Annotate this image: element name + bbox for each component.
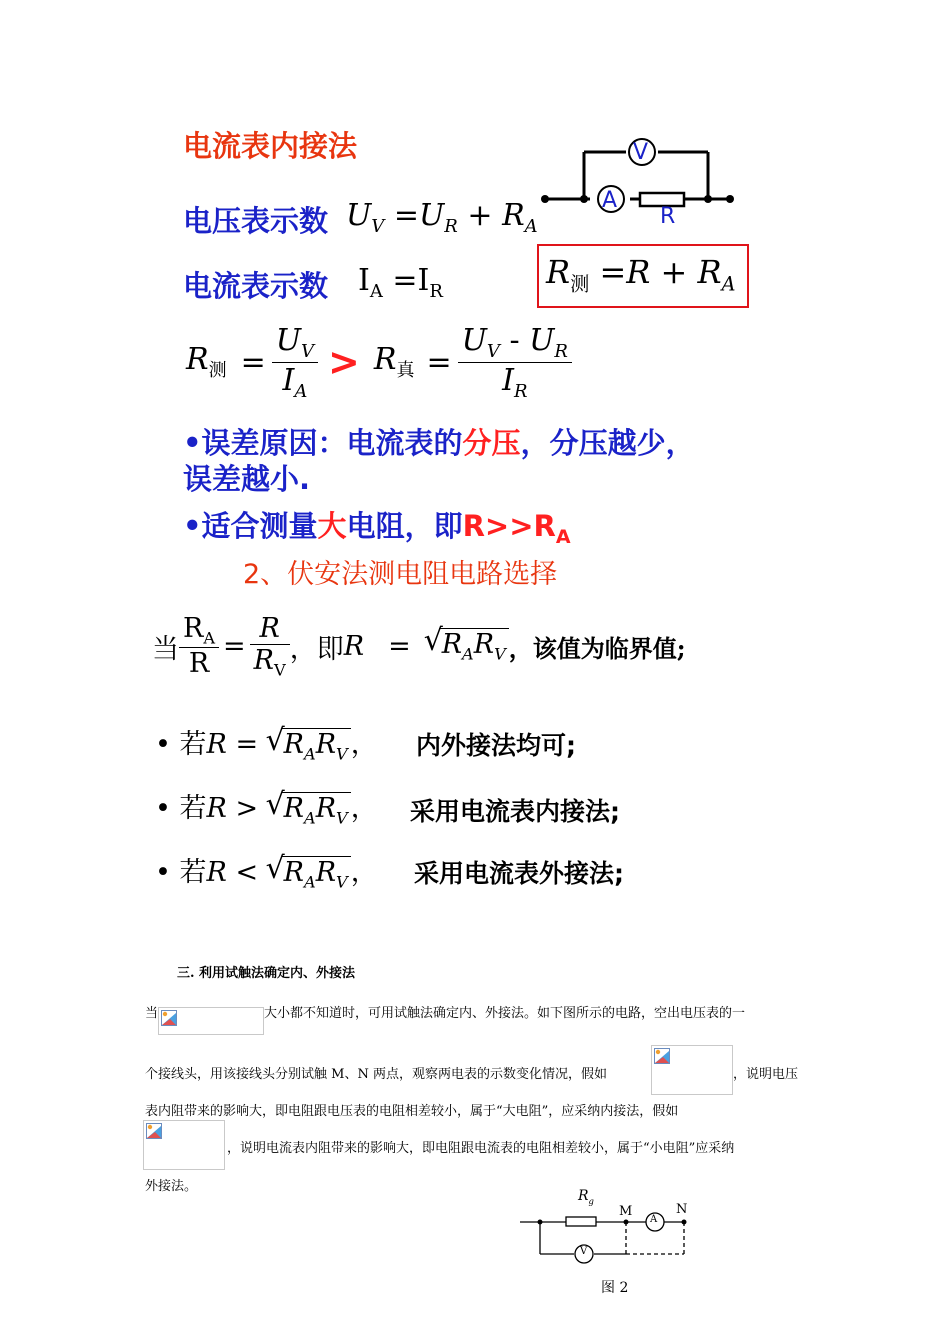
figure2-n-label: N bbox=[676, 1202, 688, 1217]
inline-formula-image-2 bbox=[651, 1045, 733, 1095]
critical-value-formula: 当 $\frac{R_A}{R}$ = $\frac{R}{R_V}$ ，即 R = √ $R_AR_V$ ，该值为临界值; bbox=[152, 606, 686, 686]
ammeter-label: A bbox=[602, 188, 618, 213]
section3-p2a: 个接线头，用该接线头分别试触 M、N 两点，观察两电表的示数变化情况，假如 bbox=[145, 1067, 607, 1082]
measured-resistance-formula: $R_测 =R + R_A$ bbox=[546, 253, 736, 296]
comparison-formula: $R_测$ = $\frac{U_V}{I_A}$ > $R_真$ = $\frac{U_V - U_R}{I_R}$ bbox=[186, 318, 572, 406]
title-inner-connection: 电流表内接法 bbox=[183, 129, 358, 163]
broken-image-icon bbox=[654, 1048, 670, 1064]
criteria-bullet-2: • 若R > √ $R_AR_V$ ， bbox=[155, 786, 378, 827]
figure2-m-label: M bbox=[619, 1204, 633, 1219]
broken-image-icon bbox=[161, 1010, 177, 1026]
section3-p2b: ，说明电压 bbox=[733, 1067, 799, 1082]
section3-p1b: 大小都不知道时，可用试触法确定内、外接法。如下图所示的电路，空出电压表的一 bbox=[264, 1006, 746, 1021]
figure2-circuit bbox=[518, 1190, 698, 1270]
criteria-bullet-3-text: 采用电流表外接法; bbox=[414, 859, 624, 888]
section2-title: 2、伏安法测电阻电路选择 bbox=[243, 559, 558, 590]
figure2-voltmeter-label: V bbox=[580, 1246, 588, 1257]
figure2-ammeter-label: A bbox=[650, 1214, 658, 1225]
inline-formula-image-1 bbox=[158, 1007, 264, 1035]
criteria-bullet-1: • 若R = √ $R_AR_V$ ， bbox=[155, 722, 378, 763]
resistor-label: R bbox=[660, 204, 676, 229]
inline-formula-image-3 bbox=[143, 1120, 225, 1170]
broken-image-icon bbox=[146, 1123, 162, 1139]
voltmeter-reading-label: 电压表示数 bbox=[183, 204, 329, 238]
error-reason-bullet: •误差原因：电流表的分压，分压越少， bbox=[183, 426, 695, 460]
criteria-bullet-3: • 若R < √ $R_AR_V$ ， bbox=[155, 850, 378, 891]
criteria-bullet-2-text: 采用电流表内接法; bbox=[410, 797, 620, 826]
voltmeter-reading-formula: $U_V =U_R + R_A$ bbox=[346, 198, 538, 237]
section3-p5: 外接法。 bbox=[145, 1179, 198, 1194]
section3-p3: 表内阻带来的影响大，即电阻跟电压表的电阻相差较小，属于“大电阻”，应采纳内接法，假如 bbox=[145, 1104, 679, 1119]
section3-title: 三. 利用试触法确定内、外接法 bbox=[177, 966, 356, 981]
section3-p4: ，说明电流表内阻带来的影响大，即电阻跟电流表的电阻相差较小，属于“小电阻”应采纳 bbox=[227, 1141, 735, 1156]
section3-p1a: 当 bbox=[145, 1006, 159, 1021]
criteria-bullet-1-text: 内外接法均可; bbox=[416, 731, 576, 760]
greater-than-sign: > bbox=[328, 340, 360, 384]
ammeter-reading-formula: $I_A =I_R$ bbox=[358, 263, 443, 302]
figure2-rg-label: $R_g$ bbox=[578, 1188, 594, 1206]
ammeter-reading-label: 电流表示数 bbox=[183, 269, 329, 303]
suitable-bullet: •适合测量大电阻，即$R>>R_A$ bbox=[183, 509, 571, 548]
voltmeter-label: V bbox=[633, 140, 649, 165]
figure2-caption: 图 2 bbox=[601, 1280, 629, 1296]
error-reason-line2: 误差越小. bbox=[183, 462, 311, 496]
